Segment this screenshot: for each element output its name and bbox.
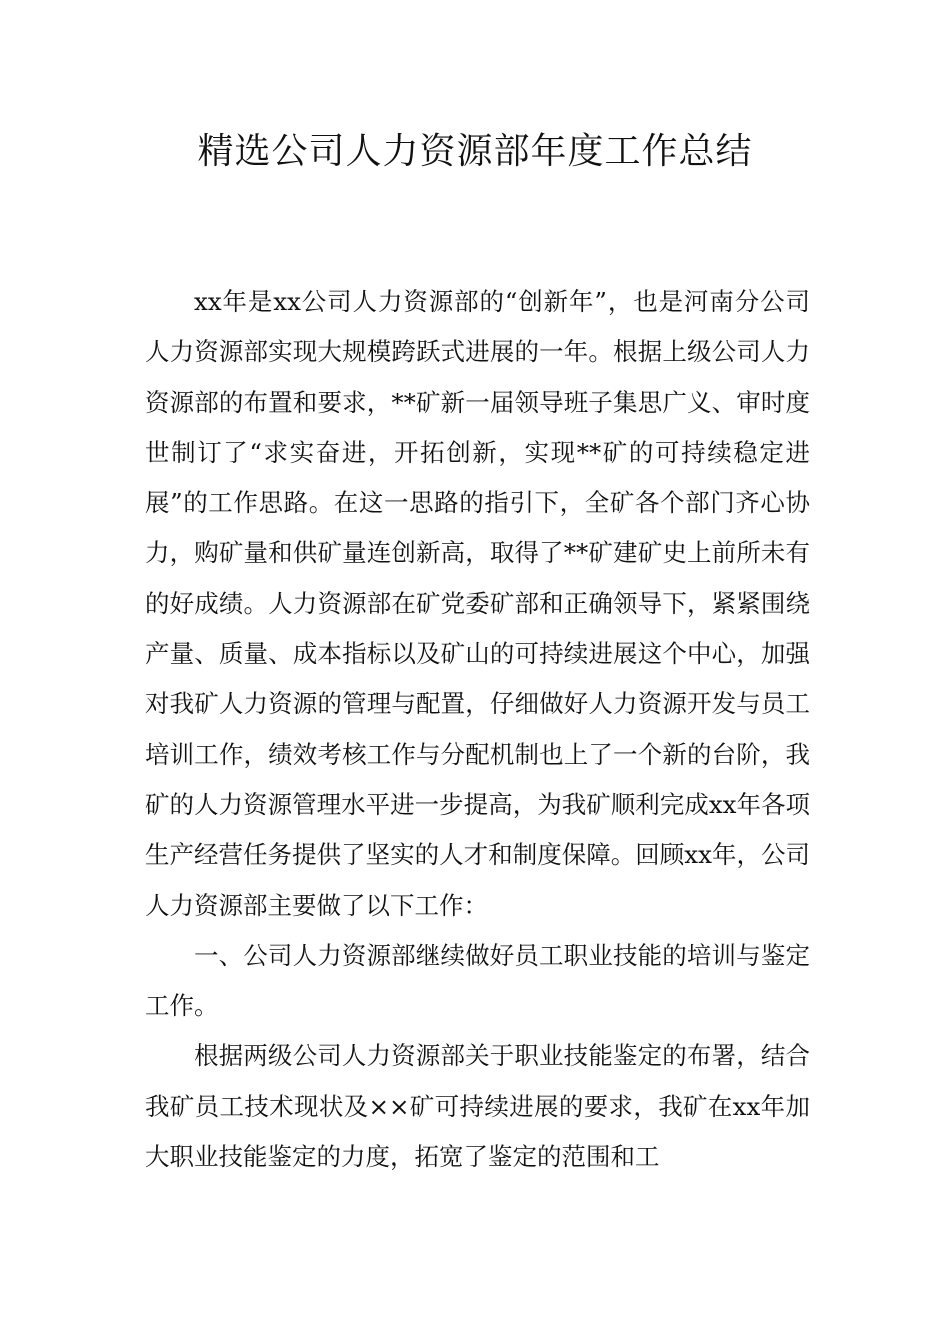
document-body	[145, 277, 810, 1182]
paragraph-intro: xx年是xx公司人力资源部的“创新年”，也是河南分公司人力资源部实现大规模跨跃式进展的一年。根据上级公司人力资源部的布置和要求，**矿新一届领导班子集思广义、审时度世制订了“求实奋进，开拓创新，实现**矿的可持续稳定进展”的工作思路。在这一思路的指引下，全矿各个部门齐心协力，购矿量和供矿量连创新高，取得了**矿建矿史上前所未有的好成绩。人力资源部在矿党委矿部和正确领导下，紧紧围绕产量、质量、成本指标以及矿山的可持续进展这个中心，加强对我矿人力资源的管理与配置，仔细做好人力资源开发与员工培训工作，绩效考核工作与分配机制也上了一个新的台阶，我矿的人力资源管理水平进一步提高，为我矿顺利完成xx年各项生产经营任务提供了坚实的人才和制度保障。回顾xx年，公司人力资源部主要做了以下工作：	[145, 287, 810, 920]
paragraph-section-one-heading: 一、公司人力资源部继续做好员工职业技能的培训与鉴定工作。	[145, 940, 810, 1021]
paragraph-section-one-body: 根据两级公司人力资源部关于职业技能鉴定的布署，结合我矿员工技术现状及××矿可持续进展的要求，我矿在xx年加大职业技能鉴定的力度，拓宽了鉴定的范围和工	[145, 1041, 810, 1172]
document-title: 精选公司人力资源部年度工作总结	[197, 131, 753, 172]
